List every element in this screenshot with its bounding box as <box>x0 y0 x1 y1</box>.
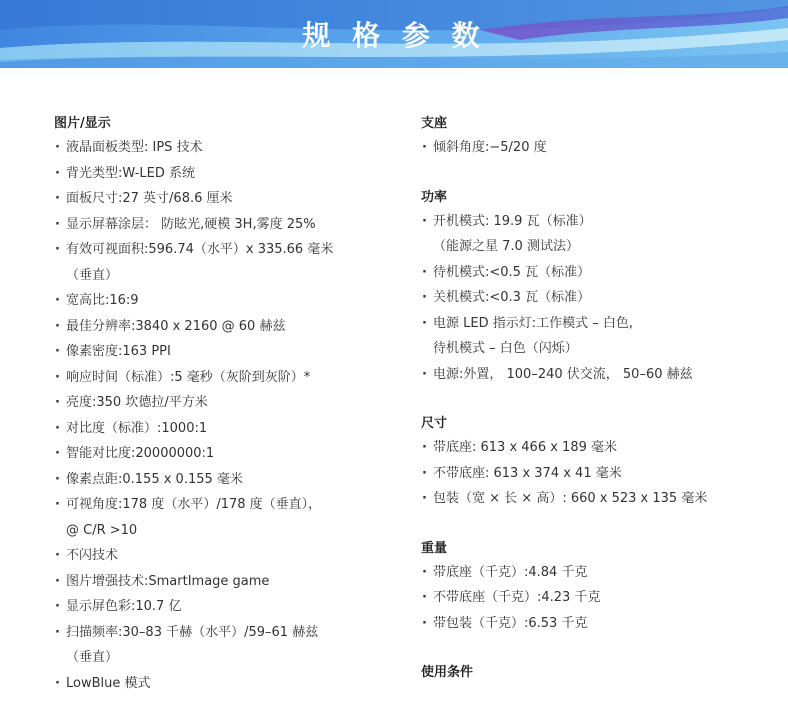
display-spec-list <box>54 135 384 696</box>
spec-item: · 显示屏幕涂层： 防眩光,硬模 3H,雾度 25% <box>54 212 384 238</box>
spec-item: · 响应时间（标准）:5 毫秒（灰阶到灰阶）* <box>54 365 384 391</box>
stand-spec-list <box>421 135 761 161</box>
section-title-operating-conditions: 使用条件 <box>421 665 474 680</box>
spec-item: · 对比度（标准）:1000:1 <box>54 416 384 442</box>
spec-item: （垂直） <box>66 267 119 283</box>
spec-item: · 电源:外置， 100–240 伏交流， 50–60 赫兹 <box>421 362 761 388</box>
spec-item: · 可视角度:178 度（水平）/178 度（垂直）， <box>54 492 384 518</box>
spec-item: · 最佳分辨率:3840 x 2160 @ 60 赫兹 <box>54 314 384 340</box>
power-spec-list <box>421 209 761 388</box>
spec-column-right <box>421 113 761 684</box>
section-spacer <box>421 636 761 662</box>
spec-item: · 显示屏色彩:10.7 亿 <box>54 594 384 620</box>
spec-item: · 面板尺寸:27 英寸/68.6 厘米 <box>54 186 384 212</box>
spec-item: @ C/R >10 <box>66 522 138 538</box>
section-title-stand: 支座 <box>421 116 448 131</box>
section-spacer <box>421 387 761 413</box>
spec-item: · 图片增强技术:SmartImage game <box>54 569 384 595</box>
spec-item: （能源之星 7.0 测试法） <box>433 239 579 254</box>
spec-item: · 亮度:350 坎德拉/平方米 <box>54 390 384 416</box>
page-title: 规 格 参 数 <box>302 19 486 52</box>
section-title-dimensions: 尺寸 <box>421 416 448 431</box>
spec-item: · LowBlue 模式 <box>54 671 384 697</box>
section-title-power: 功率 <box>421 189 448 205</box>
spec-item: · 待机模式:<0.5 瓦（标准） <box>421 260 761 286</box>
header-banner <box>0 0 788 68</box>
weight-spec-list <box>421 560 761 637</box>
spec-item: · 倾斜角度:−5/20 度 <box>421 135 761 161</box>
spec-item: · 不闪技术 <box>54 543 384 569</box>
spec-item: · 有效可视面积:596.74（水平）x 335.66 毫米 <box>54 237 384 263</box>
section-spacer <box>421 512 761 538</box>
spec-item: · 带底座（千克）:4.84 千克 <box>421 560 761 586</box>
spec-item: · 关机模式:<0.3 瓦（标准） <box>421 285 761 311</box>
spec-item: · 背光类型:W-LED 系统 <box>54 161 384 187</box>
spec-item: · 不带底座: 613 x 374 x 41 毫米 <box>421 461 761 487</box>
spec-item: · 扫描频率:30–83 千赫（水平）/59–61 赫兹 <box>54 620 384 646</box>
section-title-display: 图片/显示 <box>54 116 111 131</box>
section-title-weight: 重量 <box>421 540 448 556</box>
spec-item: · 液晶面板类型: IPS 技术 <box>54 135 384 161</box>
spec-item: 待机模式 – 白色（闪烁） <box>433 341 578 356</box>
dimensions-spec-list <box>421 435 761 512</box>
spec-column-left <box>54 113 384 696</box>
section-spacer <box>421 161 761 187</box>
spec-item: · 宽高比:16:9 <box>54 288 384 314</box>
spec-item: · 像素点距:0.155 x 0.155 毫米 <box>54 467 384 493</box>
spec-item: · 电源 LED 指示灯:工作模式 – 白色, <box>421 311 761 337</box>
spec-item: · 包装（宽 × 长 × 高）: 660 x 523 x 135 毫米 <box>421 486 761 512</box>
spec-item: · 像素密度:163 PPI <box>54 339 384 365</box>
spec-item: · 带底座: 613 x 466 x 189 毫米 <box>421 435 761 461</box>
spec-item: · 带包装（千克）:6.53 千克 <box>421 611 761 637</box>
spec-item: · 智能对比度:20000000:1 <box>54 441 384 467</box>
spec-item: （垂直） <box>66 650 119 665</box>
spec-item: · 不带底座（千克）:4.23 千克 <box>421 585 761 611</box>
spec-item: · 开机模式: 19.9 瓦（标准） <box>421 209 761 235</box>
